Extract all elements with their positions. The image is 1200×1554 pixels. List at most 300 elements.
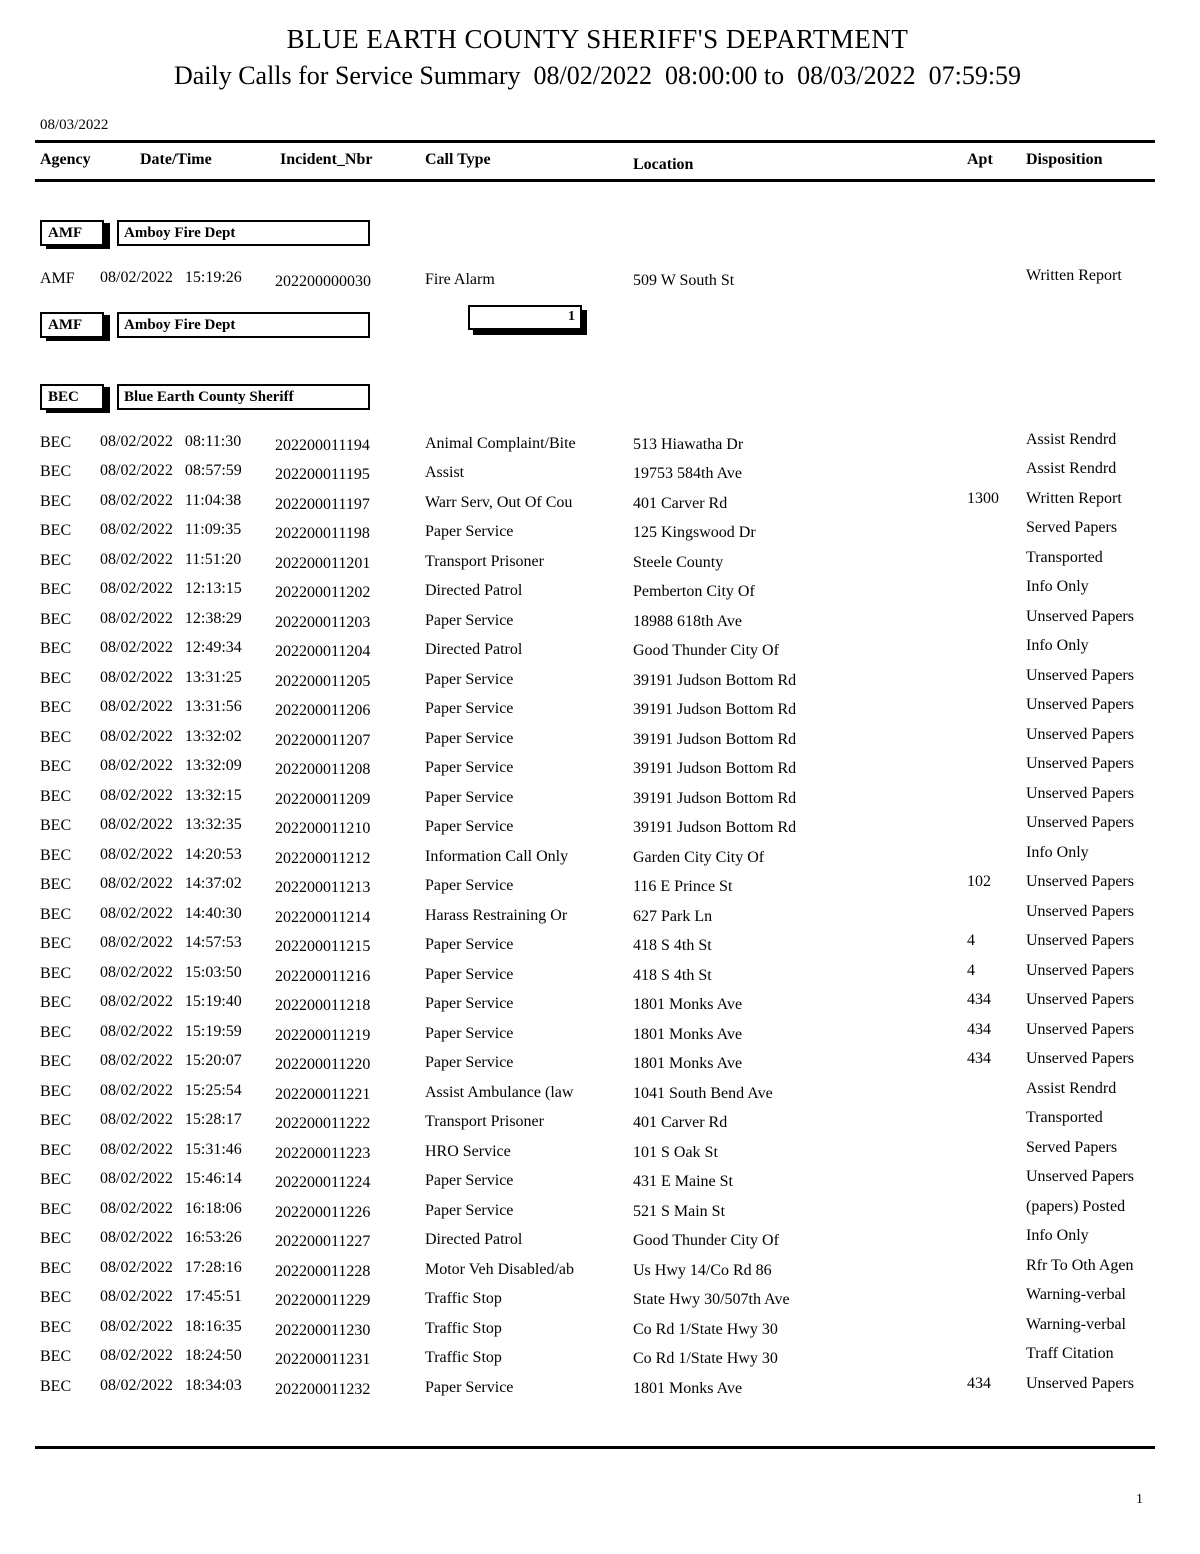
group-name-box [117, 312, 370, 338]
cell-datetime [100, 698, 275, 716]
cell-location: Good Thunder City Of [633, 642, 779, 659]
cell-time: 11:09:35 [184, 521, 242, 538]
group-code-box [40, 220, 104, 246]
cell-location: 627 Park Ln [633, 907, 713, 925]
report-date: 08/03/2022 [40, 117, 109, 133]
cell-location: 401 Carver Rd [633, 1114, 728, 1131]
cell-disposition: Written Report [1026, 267, 1122, 284]
cell-call-type: Paper Service [425, 818, 514, 835]
cell-agency: AMF [40, 270, 75, 287]
table-row [40, 1020, 1155, 1050]
cell-date: 08/02/2022 [100, 550, 173, 568]
cell-agency: BEC [40, 640, 72, 657]
cell-time: 11:51:20 [184, 550, 242, 568]
table-row [40, 430, 1155, 460]
cell-date: 08/02/2022 [100, 875, 173, 892]
cell-agency: BEC [40, 433, 72, 451]
cell-time: 16:53:26 [184, 1229, 242, 1246]
cell-disposition: Unserved Papers [1026, 1050, 1134, 1067]
cell-disposition: Unserved Papers [1026, 755, 1134, 772]
cell-date: 08/02/2022 [100, 757, 173, 774]
report-body [40, 220, 1155, 1403]
cell-call-type: Transport Prisoner [425, 552, 544, 570]
cell-time: 13:32:09 [184, 757, 242, 774]
cell-time: 18:24:50 [184, 1347, 242, 1364]
cell-incident-number: 202200011219 [275, 1026, 371, 1044]
cell-location: 18988 618th Ave [633, 612, 743, 630]
cell-datetime [100, 669, 275, 687]
cell-call-type: Directed Patrol [425, 641, 523, 658]
cell-agency: BEC [40, 1318, 72, 1336]
cell-incident-number: 202200011230 [275, 1321, 371, 1339]
cell-datetime [100, 1288, 275, 1306]
cell-incident-number: 202200011214 [275, 908, 371, 926]
cell-datetime [100, 1347, 275, 1365]
cell-time: 13:32:35 [184, 816, 242, 833]
cell-date: 08/02/2022 [100, 1347, 173, 1364]
cell-incident-number: 202200011223 [275, 1144, 371, 1162]
group-name-box [117, 384, 370, 410]
cell-time: 15:03:50 [184, 963, 242, 981]
cell-time: 12:13:15 [184, 580, 242, 597]
cell-agency: BEC [40, 1348, 72, 1365]
cell-agency: BEC [40, 1200, 72, 1218]
cell-location: Garden City City Of [633, 848, 765, 866]
cell-disposition: Unserved Papers [1026, 873, 1134, 890]
cell-time: 17:45:51 [184, 1288, 242, 1305]
cell-datetime [100, 1259, 275, 1277]
cell-time: 13:31:25 [184, 668, 242, 686]
cell-incident-number: 202200000030 [275, 273, 371, 290]
table-header [35, 140, 1155, 182]
cell-datetime [100, 964, 275, 982]
cell-disposition: Served Papers [1026, 1138, 1118, 1156]
cell-call-type: Assist [425, 464, 465, 481]
table-row [40, 1167, 1155, 1197]
cell-apt: 1300 [967, 489, 999, 507]
cell-incident-number: 202200011226 [275, 1203, 371, 1221]
table-row [40, 931, 1155, 961]
cell-call-type: Paper Service [425, 936, 514, 953]
cell-time: 08:57:59 [184, 462, 242, 479]
group-code: AMF [48, 316, 83, 333]
cell-location: 39191 Judson Bottom Rd [633, 789, 797, 807]
table-row [40, 1256, 1155, 1286]
cell-location: 125 Kingswood Dr [633, 524, 756, 541]
cell-incident-number: 202200011201 [275, 554, 371, 572]
cell-disposition: Unserved Papers [1026, 784, 1134, 802]
cell-datetime [100, 875, 275, 893]
cell-time: 18:16:35 [184, 1317, 242, 1335]
cell-date: 08/02/2022 [100, 580, 173, 597]
table-row [40, 1344, 1155, 1374]
cell-call-type: Traffic Stop [425, 1349, 502, 1366]
cell-location: 418 S 4th St [633, 937, 712, 954]
cell-disposition: Assist Rendrd [1026, 430, 1117, 448]
cell-incident-number: 202200011229 [275, 1292, 371, 1309]
table-row [40, 1285, 1155, 1315]
cell-incident-number: 202200011218 [275, 997, 371, 1014]
table-row [40, 489, 1155, 519]
cell-date: 08/02/2022 [100, 1111, 173, 1128]
cell-location: 1801 Monks Ave [633, 1025, 743, 1043]
cell-call-type: Paper Service [425, 788, 514, 806]
cell-agency: BEC [40, 610, 72, 628]
group-footer [40, 308, 1155, 338]
cell-location: State Hwy 30/507th Ave [633, 1291, 790, 1308]
cell-location: 101 S Oak St [633, 1143, 718, 1161]
cell-call-type: Transport Prisoner [425, 1113, 544, 1130]
col-header-incident-number: Incident_Nbr [280, 151, 373, 168]
cell-datetime [100, 1023, 275, 1041]
cell-agency: BEC [40, 581, 72, 598]
cell-datetime [100, 521, 275, 539]
cell-incident-number: 202200011228 [275, 1262, 371, 1280]
cell-disposition: Transported [1026, 548, 1103, 566]
cell-disposition: Unserved Papers [1026, 1020, 1134, 1038]
cell-agency: BEC [40, 1259, 72, 1277]
group-code-box [40, 384, 104, 410]
cell-time: 18:34:03 [184, 1376, 242, 1394]
table-row [40, 872, 1155, 902]
table-row [40, 1226, 1155, 1256]
cell-location: 418 S 4th St [633, 966, 712, 984]
cell-date: 08/02/2022 [100, 1317, 173, 1335]
cell-date: 08/02/2022 [100, 609, 173, 627]
cell-disposition: Traff Citation [1026, 1345, 1114, 1362]
cell-agency: BEC [40, 1082, 72, 1100]
cell-location: 509 W South St [633, 272, 735, 289]
cell-call-type: Paper Service [425, 759, 514, 776]
cell-location: 39191 Judson Bottom Rd [633, 760, 797, 777]
table-row [40, 548, 1155, 578]
cell-call-type: Paper Service [425, 611, 514, 629]
cell-datetime [100, 1318, 275, 1336]
cell-agency: BEC [40, 876, 72, 893]
cell-date: 08/02/2022 [100, 668, 173, 686]
cell-call-type: Paper Service [425, 1201, 514, 1219]
cell-time: 12:49:34 [184, 639, 242, 656]
cell-date: 08/02/2022 [100, 639, 173, 656]
report-subtitle: Daily Calls for Service Summary 08/02/2022 08:00:00 to 08/03/2022 07:59:59 [173, 61, 1022, 90]
cell-incident-number: 202200011220 [275, 1056, 371, 1073]
cell-agency: BEC [40, 758, 72, 775]
cell-location: 1801 Monks Ave [633, 996, 743, 1013]
cell-agency: BEC [40, 669, 72, 687]
cell-disposition: Unserved Papers [1026, 1168, 1134, 1185]
cell-apt: 4 [967, 932, 975, 949]
cell-datetime [100, 993, 275, 1011]
cell-datetime [100, 269, 275, 287]
cell-location: Steele County [633, 553, 724, 571]
cell-incident-number: 202200011194 [275, 436, 370, 454]
cell-incident-number: 202200011216 [275, 967, 371, 985]
cell-location: 521 S Main St [633, 1202, 726, 1220]
cell-time: 15:31:46 [184, 1140, 242, 1158]
cell-time: 15:46:14 [184, 1170, 242, 1187]
cell-time: 13:32:15 [184, 786, 242, 804]
cell-date: 08/02/2022 [100, 491, 173, 509]
cell-incident-number: 202200011204 [275, 643, 371, 660]
cell-location: 116 E Prince St [633, 878, 733, 895]
table-row [40, 518, 1155, 548]
cell-datetime [100, 757, 275, 775]
cell-datetime [100, 580, 275, 598]
cell-time: 14:20:53 [184, 845, 242, 863]
cell-location: Co Rd 1/State Hwy 30 [633, 1320, 778, 1338]
cell-agency: BEC [40, 699, 72, 716]
cell-datetime [100, 1141, 275, 1159]
cell-date: 08/02/2022 [100, 1022, 173, 1040]
cell-time: 14:57:53 [184, 934, 242, 951]
cell-date: 08/02/2022 [100, 269, 173, 286]
cell-disposition: Unserved Papers [1026, 991, 1134, 1008]
cell-call-type: HRO Service [425, 1142, 511, 1160]
cell-time: 15:19:40 [184, 993, 242, 1010]
cell-date: 08/02/2022 [100, 1199, 173, 1217]
table-row [40, 725, 1155, 755]
cell-incident-number: 202200011208 [275, 761, 371, 778]
cell-disposition: Unserved Papers [1026, 725, 1134, 743]
cell-date: 08/02/2022 [100, 462, 173, 479]
cell-disposition: Unserved Papers [1026, 696, 1134, 713]
cell-date: 08/02/2022 [100, 934, 173, 951]
cell-time: 15:20:07 [184, 1052, 242, 1069]
cell-date: 08/02/2022 [100, 845, 173, 863]
cell-disposition: Warning-verbal [1026, 1286, 1126, 1303]
cell-call-type: Paper Service [425, 1024, 514, 1042]
cell-date: 08/02/2022 [100, 1258, 173, 1276]
cell-incident-number: 202200011195 [275, 466, 370, 483]
table-row [40, 1374, 1155, 1404]
cell-incident-number: 202200011224 [275, 1174, 371, 1191]
cell-call-type: Paper Service [425, 1378, 514, 1396]
cell-disposition: Info Only [1026, 843, 1089, 861]
cell-location: 39191 Judson Bottom Rd [633, 671, 797, 689]
cell-apt: 434 [967, 1374, 991, 1392]
page-number: 1 [1136, 1492, 1143, 1507]
cell-date: 08/02/2022 [100, 786, 173, 804]
cell-disposition: Warning-verbal [1026, 1315, 1126, 1333]
table-row [40, 754, 1155, 784]
table-row [40, 266, 1155, 296]
cell-location: Good Thunder City Of [633, 1232, 779, 1249]
cell-location: 39191 Judson Bottom Rd [633, 701, 797, 718]
cell-agency: BEC [40, 492, 72, 510]
table-row [40, 813, 1155, 843]
table-row [40, 902, 1155, 932]
cell-incident-number: 202200011222 [275, 1115, 371, 1132]
cell-apt: 434 [967, 991, 991, 1008]
group-name: Amboy Fire Dept [124, 225, 236, 241]
cell-datetime [100, 492, 275, 510]
cell-agency: BEC [40, 994, 72, 1011]
cell-datetime [100, 551, 275, 569]
col-header-location: Location [633, 156, 694, 173]
cell-date: 08/02/2022 [100, 1052, 173, 1069]
group-count: 1 [568, 308, 575, 324]
table-row [40, 1079, 1155, 1109]
cell-date: 08/02/2022 [100, 727, 173, 745]
cell-disposition: Assist Rendrd [1026, 1079, 1117, 1097]
col-header-call-type: Call Type [425, 151, 491, 168]
cell-call-type: Paper Service [425, 523, 514, 540]
table-row [40, 1049, 1155, 1079]
cell-call-type: Paper Service [425, 670, 514, 688]
cell-incident-number: 202200011197 [275, 495, 370, 513]
cell-time: 08:11:30 [184, 432, 242, 450]
cell-time: 17:28:16 [184, 1258, 242, 1276]
cell-date: 08/02/2022 [100, 1229, 173, 1246]
cell-disposition: Rfr To Oth Agen [1026, 1256, 1134, 1274]
cell-datetime [100, 905, 275, 923]
cell-time: 16:18:06 [184, 1199, 242, 1217]
col-header-apt: Apt [967, 151, 993, 168]
group-name: Blue Earth County Sheriff [124, 388, 294, 405]
cell-disposition: Unserved Papers [1026, 932, 1134, 949]
cell-incident-number: 202200011210 [275, 820, 371, 837]
cell-disposition: Unserved Papers [1026, 814, 1134, 831]
cell-date: 08/02/2022 [100, 1140, 173, 1158]
cell-incident-number: 202200011207 [275, 731, 371, 749]
cell-disposition: Unserved Papers [1026, 1374, 1134, 1392]
cell-datetime [100, 1170, 275, 1188]
cell-disposition: Unserved Papers [1026, 607, 1134, 625]
cell-datetime [100, 728, 275, 746]
table-row [40, 577, 1155, 607]
cell-datetime [100, 433, 275, 451]
cell-incident-number: 202200011198 [275, 525, 370, 542]
cell-datetime [100, 610, 275, 628]
table-row [40, 784, 1155, 814]
cell-apt: 4 [967, 961, 975, 979]
group-header [40, 220, 1155, 246]
cell-apt: 434 [967, 1050, 991, 1067]
cell-incident-number: 202200011215 [275, 938, 371, 955]
cell-date: 08/02/2022 [100, 993, 173, 1010]
cell-agency: BEC [40, 787, 72, 805]
cell-datetime [100, 462, 275, 480]
cell-disposition: Info Only [1026, 637, 1089, 654]
cell-datetime [100, 934, 275, 952]
col-header-agency: Agency [40, 151, 91, 168]
cell-datetime [100, 1111, 275, 1129]
cell-time: 15:25:54 [184, 1081, 242, 1099]
cell-incident-number: 202200011209 [275, 790, 371, 808]
cell-incident-number: 202200011205 [275, 672, 371, 690]
cell-apt: 102 [967, 873, 991, 890]
cell-disposition: Transported [1026, 1109, 1103, 1126]
cell-call-type: Fire Alarm [425, 271, 495, 288]
cell-datetime [100, 846, 275, 864]
cell-agency: BEC [40, 1230, 72, 1247]
cell-date: 08/02/2022 [100, 1170, 173, 1187]
cell-incident-number: 202200011212 [275, 849, 371, 867]
cell-agency: BEC [40, 1053, 72, 1070]
cell-disposition: Served Papers [1026, 519, 1118, 536]
report-title: BLUE EARTH COUNTY SHERIFF'S DEPARTMENT [286, 24, 909, 54]
group-code-box [40, 312, 104, 338]
cell-call-type: Directed Patrol [425, 1231, 523, 1248]
cell-location: Us Hwy 14/Co Rd 86 [633, 1261, 772, 1279]
cell-location: 431 E Maine St [633, 1173, 733, 1190]
cell-date: 08/02/2022 [100, 816, 173, 833]
cell-datetime [100, 787, 275, 805]
cell-disposition: Info Only [1026, 578, 1089, 595]
cell-agency: BEC [40, 964, 72, 982]
cell-call-type: Information Call Only [425, 847, 569, 865]
cell-time: 13:31:56 [184, 698, 242, 715]
cell-disposition: Info Only [1026, 1227, 1089, 1244]
cell-location: Pemberton City Of [633, 583, 755, 600]
cell-agency: BEC [40, 728, 72, 746]
col-header-datetime: Date/Time [140, 151, 212, 168]
group-code: BEC [48, 388, 79, 405]
cell-location: Co Rd 1/State Hwy 30 [633, 1350, 778, 1367]
cell-agency: BEC [40, 522, 72, 539]
cell-call-type: Harass Restraining Or [425, 906, 568, 924]
cell-disposition: Unserved Papers [1026, 902, 1134, 920]
cell-datetime [100, 816, 275, 834]
cell-datetime [100, 1229, 275, 1247]
cell-call-type: Animal Complaint/Bite [425, 434, 576, 452]
cell-date: 08/02/2022 [100, 904, 173, 922]
table-row [40, 1315, 1155, 1345]
cell-call-type: Paper Service [425, 1172, 514, 1189]
cell-location: 1801 Monks Ave [633, 1055, 743, 1072]
cell-agency: BEC [40, 1112, 72, 1129]
cell-incident-number: 202200011231 [275, 1351, 371, 1368]
cell-location: 1041 South Bend Ave [633, 1084, 773, 1102]
cell-time: 15:28:17 [184, 1111, 242, 1128]
cell-time: 13:32:02 [184, 727, 242, 745]
cell-disposition: Assist Rendrd [1026, 460, 1117, 477]
cell-datetime [100, 639, 275, 657]
cell-location: 39191 Judson Bottom Rd [633, 819, 797, 836]
cell-call-type: Motor Veh Disabled/ab [425, 1260, 575, 1278]
cell-agency: BEC [40, 1171, 72, 1188]
table-row [40, 1138, 1155, 1168]
cell-incident-number: 202200011232 [275, 1380, 371, 1398]
cell-incident-number: 202200011203 [275, 613, 371, 631]
cell-call-type: Directed Patrol [425, 582, 523, 599]
cell-datetime [100, 1052, 275, 1070]
table-row [40, 607, 1155, 637]
cell-agency: BEC [40, 817, 72, 834]
table-row [40, 843, 1155, 873]
table-row [40, 1197, 1155, 1227]
cell-date: 08/02/2022 [100, 963, 173, 981]
cell-call-type: Paper Service [425, 877, 514, 894]
cell-datetime [100, 1200, 275, 1218]
cell-agency: BEC [40, 551, 72, 569]
cell-location: 513 Hiawatha Dr [633, 435, 744, 453]
cell-incident-number: 202200011221 [275, 1085, 371, 1103]
cell-agency: BEC [40, 463, 72, 480]
cell-time: 14:40:30 [184, 904, 242, 922]
cell-disposition: Unserved Papers [1026, 961, 1134, 979]
table-row [40, 695, 1155, 725]
cell-date: 08/02/2022 [100, 1081, 173, 1099]
group-name: Amboy Fire Dept [124, 316, 236, 333]
table-row [40, 636, 1155, 666]
cell-date: 08/02/2022 [100, 1376, 173, 1394]
cell-time: 12:38:29 [184, 609, 242, 627]
table-row [40, 990, 1155, 1020]
group-code: AMF [48, 225, 83, 241]
bottom-rule [35, 1446, 1155, 1449]
cell-call-type: Traffic Stop [425, 1290, 502, 1307]
